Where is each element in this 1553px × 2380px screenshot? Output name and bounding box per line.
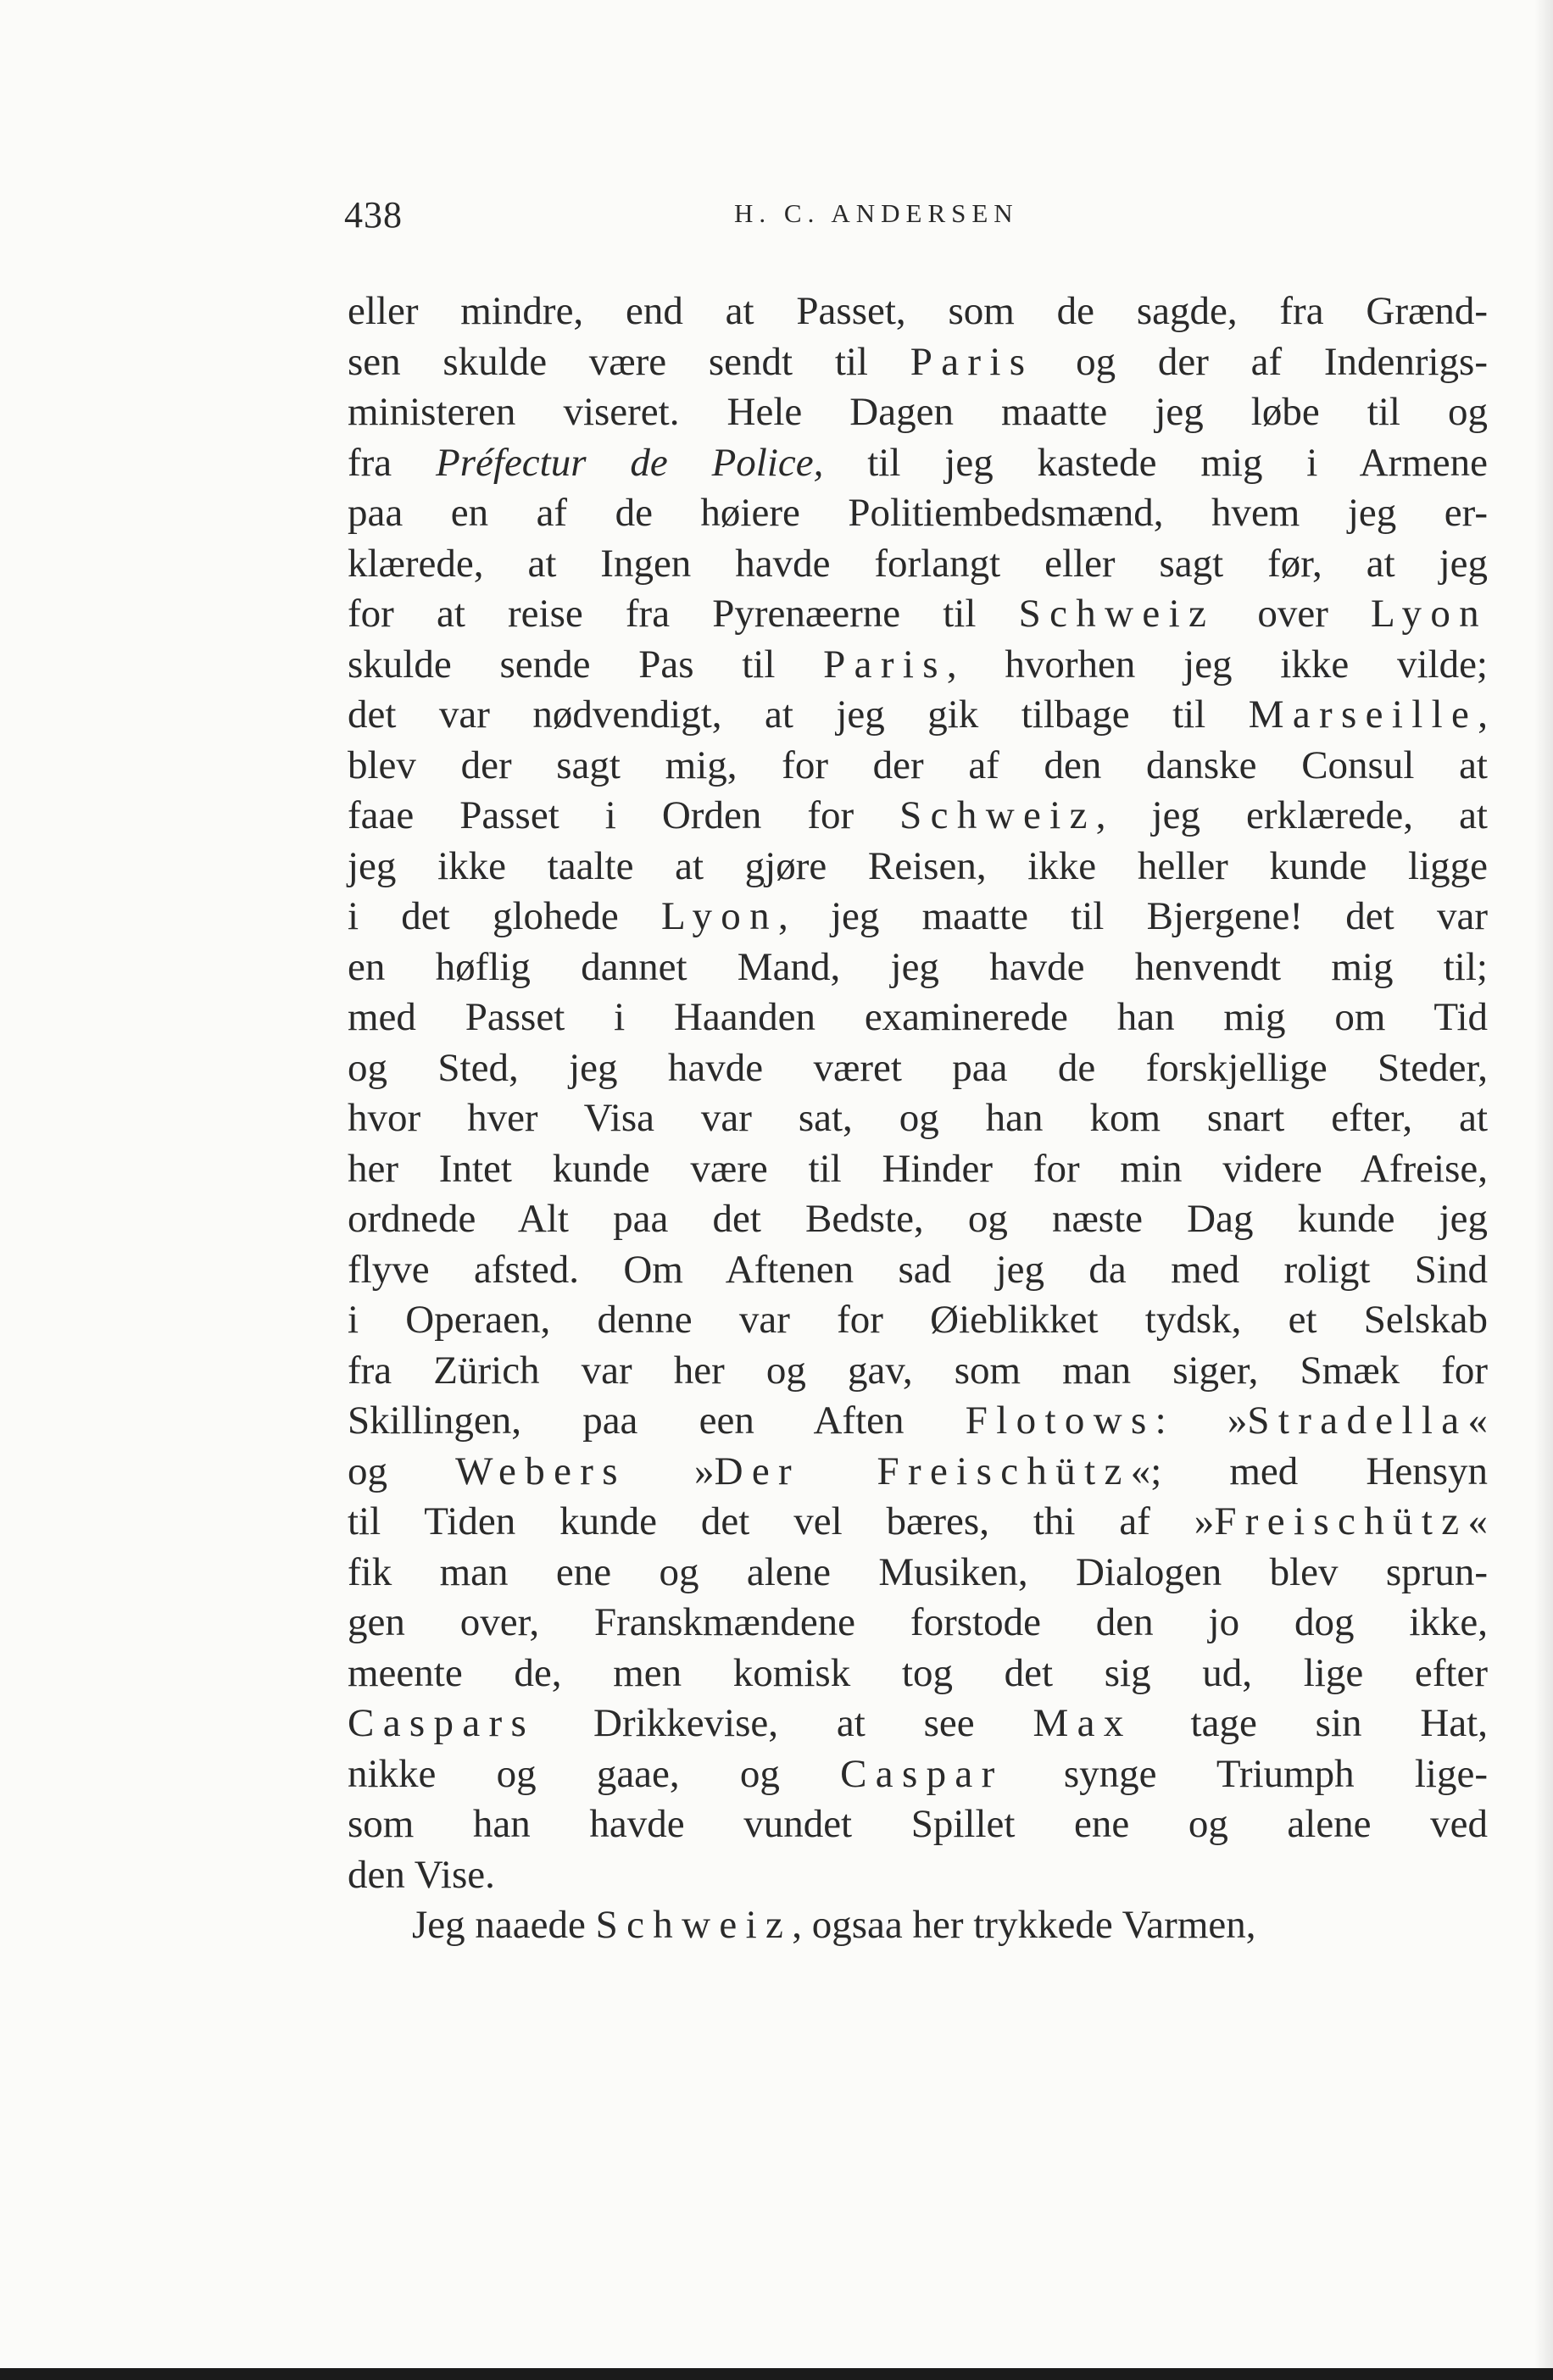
- text-run: tage sin Hat,: [1132, 1701, 1488, 1745]
- text-run: , jeg maatte til Bjergene! det var: [778, 894, 1488, 938]
- text-line: [348, 539, 1488, 590]
- text-run: i Operaen, denne var for Øieblikket tydsk, et Selskab: [348, 1298, 1488, 1342]
- text-run: : »: [1155, 1399, 1248, 1443]
- text-run: eller mindre, end at Passet, som de sagde, fra Grænd-: [348, 289, 1488, 333]
- text-run: til jeg kastede mig i Armene: [823, 440, 1488, 485]
- spaced-emphasis: Lyon: [661, 894, 778, 938]
- text-line: [348, 1093, 1488, 1144]
- text-line: [348, 1497, 1488, 1548]
- text-run: , hvorhen jeg ikke vilde;: [946, 642, 1488, 687]
- text-line: [348, 1346, 1488, 1397]
- text-line: [348, 1447, 1488, 1498]
- text-run: flyve afsted. Om Aftenen sad jeg da med roligt Sind: [348, 1247, 1488, 1292]
- text-run: «; med Hensyn: [1130, 1449, 1489, 1493]
- text-run: klærede, at Ingen havde forlangt eller sagt før, at jeg: [348, 541, 1488, 586]
- text-run: fra Zürich var her og gav, som man siger, Smæk for: [348, 1348, 1488, 1393]
- text-run: «: [1467, 1499, 1488, 1543]
- text-run: , ogsaa her trykkede Varmen,: [792, 1903, 1256, 1947]
- text-run: »: [626, 1449, 715, 1493]
- text-line: [348, 1245, 1488, 1296]
- text-run: Jeg naaede: [412, 1903, 596, 1947]
- text-line: [348, 1900, 1488, 1951]
- text-run: en høflig dannet Mand, jeg havde henvendt mig til;: [348, 944, 1488, 989]
- text-run: over: [1215, 592, 1372, 636]
- text-line: [348, 1850, 1488, 1901]
- text-run: og der af Indenrigs-: [1033, 339, 1488, 384]
- text-run: som han havde vundet Spillet ene og alene ved: [348, 1802, 1488, 1846]
- text-run: ministeren viseret. Hele Dagen maatte jeg løbe til og: [348, 390, 1488, 434]
- text-line: [348, 892, 1488, 943]
- text-line: [348, 1649, 1488, 1699]
- text-line: [348, 1144, 1488, 1195]
- text-line: [348, 1749, 1488, 1800]
- text-run: jeg ikke taalte at gjøre Reisen, ikke heller kunde ligge: [348, 843, 1488, 888]
- spaced-emphasis: Schweiz: [595, 1903, 793, 1947]
- text-line: [348, 286, 1488, 337]
- spaced-emphasis: Stradella: [1247, 1399, 1468, 1443]
- text-line: [348, 438, 1488, 489]
- spaced-emphasis: Der Freischütz: [714, 1449, 1131, 1493]
- text-line: [348, 842, 1488, 892]
- text-run: det var nødvendigt, at jeg gik tilbage til: [348, 692, 1249, 737]
- text-line: [348, 943, 1488, 993]
- body-text: [348, 286, 1488, 1951]
- text-run: synge Triumph lige-: [1003, 1751, 1488, 1796]
- text-line: [348, 1295, 1488, 1346]
- text-run: fra: [348, 440, 437, 485]
- text-run: for at reise fra Pyrenæerne til: [348, 592, 1019, 636]
- page-header: [344, 193, 1480, 247]
- spaced-emphasis: Schweiz: [1018, 592, 1216, 636]
- text-line: [348, 640, 1488, 691]
- text-run: den Vise.: [348, 1852, 495, 1897]
- spaced-emphasis: Webers: [455, 1449, 626, 1493]
- text-run: ,: [1478, 692, 1488, 737]
- text-run: fik man ene og alene Musiken, Dialogen blev sprun-: [348, 1549, 1488, 1594]
- text-line: [348, 741, 1488, 792]
- text-line: [348, 387, 1488, 438]
- text-run: til Tiden kunde det vel bæres, thi af »: [348, 1499, 1215, 1543]
- text-run: Drikkevise, at see: [535, 1701, 1033, 1745]
- spaced-emphasis: Lyon: [1371, 592, 1489, 636]
- text-run: faae Passet i Orden for: [348, 793, 900, 837]
- text-line: [348, 1548, 1488, 1599]
- text-run: paa en af de høiere Politiembedsmænd, hvem jeg er-: [348, 491, 1488, 535]
- spaced-emphasis: Freischütz: [1214, 1499, 1468, 1543]
- text-run: og Sted, jeg havde været paa de forskjellige Steder,: [348, 1045, 1488, 1090]
- text-line: [348, 1598, 1488, 1649]
- spaced-emphasis: Paris: [823, 642, 947, 687]
- text-run: meente de, men komisk tog det sig ud, lige efter: [348, 1650, 1488, 1695]
- text-line: [348, 337, 1488, 388]
- text-run: gen over, Franskmændene forstode den jo dog ikke,: [348, 1600, 1488, 1644]
- page-number: 438: [344, 194, 403, 236]
- text-line: [348, 1699, 1488, 1749]
- text-run: hvor hver Visa var sat, og han kom snart efter, at: [348, 1096, 1488, 1140]
- text-run: Skillingen, paa een Aften: [348, 1399, 966, 1443]
- text-run: med Passet i Haanden examinerede han mig om Tid: [348, 995, 1488, 1039]
- spaced-emphasis: Schweiz: [899, 793, 1096, 837]
- text-line: [348, 1799, 1488, 1850]
- text-line: [348, 1194, 1488, 1245]
- text-line: [348, 1396, 1488, 1447]
- text-run: skulde sende Pas til: [348, 642, 824, 687]
- text-run: i det glohede: [348, 894, 662, 938]
- spaced-emphasis: Flotows: [965, 1399, 1155, 1443]
- text-run: blev der sagt mig, for der af den danske Consul at: [348, 742, 1488, 787]
- italic-phrase: Préfectur de Police,: [436, 440, 824, 485]
- text-run: og: [348, 1449, 456, 1493]
- text-run: , jeg erklærede, at: [1095, 793, 1488, 837]
- text-line: [348, 1043, 1488, 1094]
- spaced-emphasis: Caspar: [840, 1751, 1004, 1796]
- page-edge-shadow: [1534, 0, 1553, 2368]
- text-run: «: [1467, 1399, 1488, 1443]
- spaced-emphasis: Max: [1033, 1701, 1133, 1745]
- text-line: [348, 690, 1488, 741]
- spaced-emphasis: Marseille: [1248, 692, 1478, 737]
- text-line: [348, 791, 1488, 842]
- text-line: [348, 589, 1488, 640]
- text-run: nikke og gaae, og: [348, 1751, 841, 1796]
- text-line: [348, 488, 1488, 539]
- text-run: sen skulde være sendt til: [348, 339, 910, 384]
- spaced-emphasis: Paris: [910, 339, 1034, 384]
- spaced-emphasis: Caspars: [348, 1701, 536, 1745]
- text-run: ordnede Alt paa det Bedste, og næste Dag kunde jeg: [348, 1197, 1488, 1241]
- running-head: H. C. ANDERSEN: [734, 198, 1019, 228]
- text-run: her Intet kunde være til Hinder for min videre Afreise,: [348, 1146, 1488, 1191]
- text-line: [348, 993, 1488, 1043]
